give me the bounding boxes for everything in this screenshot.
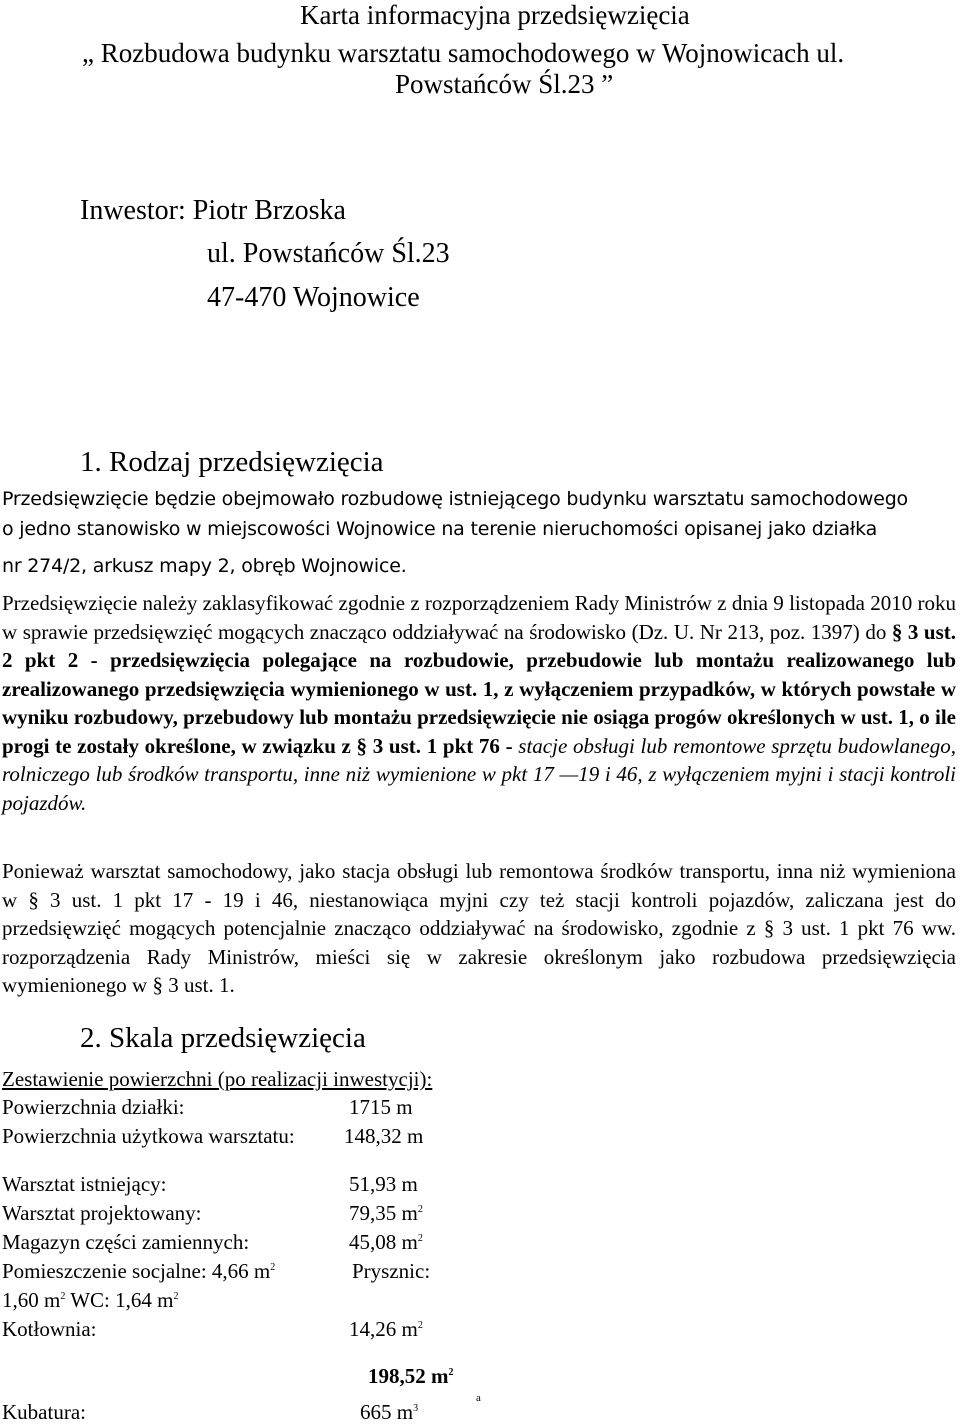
total-area-note: a xyxy=(476,1392,481,1404)
usable-area-value: 148,32 m xyxy=(344,1124,424,1148)
section1-intro-line2: o jedno stanowisko w miejscowości Wojnowice na terenie nieruchomości opisanej jako działka xyxy=(2,518,878,540)
section2-heading: 2. Skala przedsięwzięcia xyxy=(80,1022,366,1054)
shower-label: Prysznic: xyxy=(352,1259,431,1283)
spare-parts-value: 45,08 $m^2$ xyxy=(349,1230,423,1254)
total-area-value: 198,52 $m^2$ xyxy=(368,1364,454,1388)
classification-category: stacje obsługi lub remontowe sprzętu budowlanego, rolniczego lub środków transportu, inne niż wymienione w pkt 17 —19 i 46, z wyłączeniem myjni i stacji kontroli pojazdów. xyxy=(2,733,956,815)
project-title-line1: „ Rozbudowa budynku warsztatu samochodowego w Wojnowicach ul. xyxy=(82,38,845,68)
justification-paragraph: Ponieważ warsztat samochodowy, jako stacja obsługi lub remontowa środków transportu, inna niż wymieniona w § 3 ust. 1 pkt 17 - 19 i 46, niestanowiąca myjni czy też stacji kontroli pojazdów, zaliczana jest do przedsięwzięć mogących potencjalnie znacząco oddziaływać na środowisko, zgodnie z § 3 ust. 1 pkt 76 ww. rozporządzenia Rady Ministrów, mieści się w zakresie określonym jako rozbudowa przedsięwzięcia wymienionego w § 3 ust. 1. xyxy=(2,859,956,997)
classification-text: Przedsięwzięcie należy zaklasyfikować zgodnie z rozporządzeniem Rady Ministrów z dnia 9 listopada 2010 roku w sprawie przedsięwzięć mogących znacząco oddziaływać na środowisko (Dz. U. Nr 213, poz. 1397) do xyxy=(2,591,956,644)
investor-city: 47-470 Wojnowice xyxy=(207,282,420,313)
existing-workshop-value: 51,93 m xyxy=(349,1172,418,1196)
project-title-line2: Powstańców Śl.23 ” xyxy=(395,69,614,99)
section1-intro-line1: Przedsięwzięcie będzie obejmowało rozbudowę istniejącego budynku warsztatu samochodowego xyxy=(2,488,908,510)
volume-label: Kubatura: xyxy=(2,1400,86,1424)
page-title: Karta informacyjna przedsięwzięcia xyxy=(300,0,690,30)
shower-wc-values: 1,60 $m^2$ WC: 1,64 $m^2$ xyxy=(2,1288,179,1312)
plot-area-value: 1715 m xyxy=(349,1095,413,1119)
existing-workshop-label: Warsztat istniejący: xyxy=(2,1172,167,1196)
investor-street: ul. Powstańców Śl.23 xyxy=(207,238,450,269)
boiler-room-value: 14,26 $m^2$ xyxy=(349,1317,423,1341)
projected-workshop-value: 79,35 $m^2$ xyxy=(349,1201,423,1225)
projected-workshop-label: Warsztat projektowany: xyxy=(2,1201,202,1225)
investor-name: Inwestor: Piotr Brzoska xyxy=(80,195,346,226)
classification-paragraph xyxy=(2,589,956,817)
area-summary-title: Zestawienie powierzchni (po realizacji inwestycji): xyxy=(2,1067,433,1091)
usable-area-label: Powierzchnia użytkowa warsztatu: xyxy=(2,1124,295,1148)
boiler-room-label: Kotłownia: xyxy=(2,1317,97,1341)
section1-intro-line3: nr 274/2, arkusz mapy 2, obręb Wojnowice. xyxy=(2,555,407,577)
social-room-label: Pomieszczenie socjalne: 4,66 $m^2$ xyxy=(2,1259,276,1283)
spare-parts-label: Magazyn części zamiennych: xyxy=(2,1230,250,1254)
classification-legal-basis: § 3 ust. 2 pkt 2 - przedsięwzięcia polegające na rozbudowie, przebudowie lub montażu realizowanego lub zrealizowanego przedsięwzięcia wymienionego w ust. 1, z wyłączeniem przypadków, w których powstałe w wyniku rozbudowy, przebudowy lub montażu przedsięwzięcie nie osiąga progów określonych w ust. 1, o ile progi te zostały określone, w związku z § 3 ust. 1 pkt 76 - xyxy=(2,619,956,758)
section1-heading: 1. Rodzaj przedsięwzięcia xyxy=(80,446,384,478)
plot-area-label: Powierzchnia działki: xyxy=(2,1095,185,1119)
volume-value: 665 $m^3$ xyxy=(360,1400,419,1424)
